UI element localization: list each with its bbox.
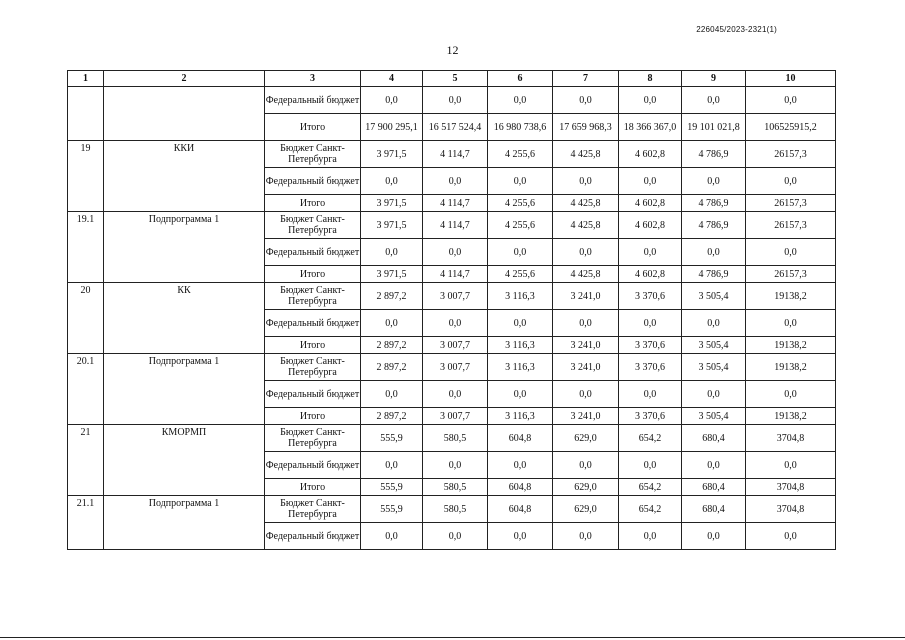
value-cell: 4 786,9 [682, 266, 746, 283]
value-cell: 3 007,7 [423, 283, 488, 310]
value-cell: 3 370,6 [619, 408, 682, 425]
row-number-cell: 21 [68, 425, 104, 496]
source-cell: Федеральный бюджет [265, 87, 361, 114]
value-cell: 4 602,8 [619, 195, 682, 212]
value-cell: 580,5 [423, 496, 488, 523]
value-cell: 3 505,4 [682, 408, 746, 425]
table-row [68, 496, 836, 523]
value-cell: 0,0 [619, 523, 682, 550]
value-cell: 0,0 [423, 523, 488, 550]
total-value-cell: 3704,8 [746, 479, 836, 496]
total-value-cell: 19138,2 [746, 337, 836, 354]
source-cell: Бюджет Санкт-Петербурга [265, 425, 361, 452]
value-cell: 4 255,6 [488, 195, 553, 212]
value-cell: 3 971,5 [361, 266, 423, 283]
value-cell: 2 897,2 [361, 337, 423, 354]
header-cell: 9 [682, 71, 746, 87]
source-cell: Федеральный бюджет [265, 452, 361, 479]
source-cell: Итого [265, 479, 361, 496]
value-cell: 4 786,9 [682, 212, 746, 239]
value-cell: 0,0 [553, 452, 619, 479]
total-value-cell: 26157,3 [746, 266, 836, 283]
header-cell: 7 [553, 71, 619, 87]
value-cell: 680,4 [682, 479, 746, 496]
value-cell: 0,0 [488, 452, 553, 479]
source-cell: Федеральный бюджет [265, 168, 361, 195]
total-value-cell: 106525915,2 [746, 114, 836, 141]
value-cell: 0,0 [682, 452, 746, 479]
total-value-cell: 26157,3 [746, 212, 836, 239]
value-cell: 4 425,8 [553, 212, 619, 239]
value-cell: 604,8 [488, 479, 553, 496]
total-value-cell: 3704,8 [746, 496, 836, 523]
value-cell: 3 971,5 [361, 195, 423, 212]
value-cell: 0,0 [361, 239, 423, 266]
value-cell: 4 255,6 [488, 141, 553, 168]
total-value-cell: 26157,3 [746, 141, 836, 168]
header-cell: 8 [619, 71, 682, 87]
total-value-cell: 0,0 [746, 239, 836, 266]
row-number-cell: 20.1 [68, 354, 104, 425]
total-value-cell: 0,0 [746, 87, 836, 114]
value-cell: 0,0 [488, 523, 553, 550]
source-cell: Итого [265, 337, 361, 354]
value-cell: 3 116,3 [488, 283, 553, 310]
value-cell: 654,2 [619, 425, 682, 452]
value-cell: 0,0 [682, 168, 746, 195]
value-cell: 19 101 021,8 [682, 114, 746, 141]
total-value-cell: 0,0 [746, 523, 836, 550]
header-row [68, 71, 836, 87]
budget-table-body [68, 71, 836, 550]
source-cell: Бюджет Санкт-Петербурга [265, 496, 361, 523]
value-cell: 0,0 [488, 310, 553, 337]
value-cell: 4 425,8 [553, 266, 619, 283]
value-cell: 18 366 367,0 [619, 114, 682, 141]
value-cell: 0,0 [361, 381, 423, 408]
value-cell: 4 114,7 [423, 141, 488, 168]
header-cell: 6 [488, 71, 553, 87]
value-cell: 654,2 [619, 496, 682, 523]
row-name-cell: КМОРМП [104, 425, 265, 496]
value-cell: 0,0 [488, 87, 553, 114]
value-cell: 3 505,4 [682, 354, 746, 381]
source-cell: Федеральный бюджет [265, 310, 361, 337]
row-number-cell: 19.1 [68, 212, 104, 283]
value-cell: 3 505,4 [682, 283, 746, 310]
source-cell: Бюджет Санкт-Петербурга [265, 283, 361, 310]
header-cell: 4 [361, 71, 423, 87]
table-row [68, 87, 836, 114]
value-cell: 4 602,8 [619, 212, 682, 239]
row-number-cell: 19 [68, 141, 104, 212]
value-cell: 0,0 [553, 239, 619, 266]
value-cell: 0,0 [682, 239, 746, 266]
budget-table [67, 70, 836, 550]
source-cell: Итого [265, 114, 361, 141]
value-cell: 0,0 [553, 381, 619, 408]
scan-edge-line [0, 637, 905, 638]
page-number: 12 [446, 43, 459, 57]
value-cell: 0,0 [361, 523, 423, 550]
value-cell: 17 659 968,3 [553, 114, 619, 141]
value-cell: 3 007,7 [423, 408, 488, 425]
total-value-cell: 0,0 [746, 452, 836, 479]
header-cell: 10 [746, 71, 836, 87]
value-cell: 0,0 [553, 523, 619, 550]
value-cell: 3 241,0 [553, 283, 619, 310]
row-name-cell: ККИ [104, 141, 265, 212]
row-name-cell: Подпрограмма 1 [104, 212, 265, 283]
value-cell: 4 602,8 [619, 266, 682, 283]
value-cell: 0,0 [682, 523, 746, 550]
row-name-cell: Подпрограмма 1 [104, 354, 265, 425]
value-cell: 0,0 [553, 87, 619, 114]
value-cell: 16 517 524,4 [423, 114, 488, 141]
value-cell: 0,0 [423, 452, 488, 479]
source-cell: Итого [265, 408, 361, 425]
value-cell: 0,0 [619, 310, 682, 337]
row-name-cell: Подпрограмма 1 [104, 496, 265, 550]
header-cell: 5 [423, 71, 488, 87]
row-name-cell [104, 87, 265, 141]
row-number-cell: 20 [68, 283, 104, 354]
value-cell: 0,0 [488, 381, 553, 408]
source-cell: Бюджет Санкт-Петербурга [265, 354, 361, 381]
value-cell: 629,0 [553, 496, 619, 523]
value-cell: 4 255,6 [488, 266, 553, 283]
value-cell: 17 900 295,1 [361, 114, 423, 141]
total-value-cell: 19138,2 [746, 283, 836, 310]
value-cell: 0,0 [361, 452, 423, 479]
value-cell: 4 786,9 [682, 141, 746, 168]
table-row [68, 354, 836, 381]
value-cell: 580,5 [423, 425, 488, 452]
value-cell: 4 255,6 [488, 212, 553, 239]
value-cell: 3 370,6 [619, 354, 682, 381]
total-value-cell: 3704,8 [746, 425, 836, 452]
value-cell: 4 114,7 [423, 195, 488, 212]
value-cell: 0,0 [682, 87, 746, 114]
value-cell: 555,9 [361, 425, 423, 452]
source-cell: Итого [265, 195, 361, 212]
value-cell: 0,0 [361, 168, 423, 195]
value-cell: 4 602,8 [619, 141, 682, 168]
table-row [68, 141, 836, 168]
value-cell: 654,2 [619, 479, 682, 496]
value-cell: 0,0 [682, 381, 746, 408]
value-cell: 3 971,5 [361, 141, 423, 168]
total-value-cell: 19138,2 [746, 354, 836, 381]
source-cell: Федеральный бюджет [265, 523, 361, 550]
value-cell: 629,0 [553, 479, 619, 496]
value-cell: 604,8 [488, 496, 553, 523]
source-cell: Федеральный бюджет [265, 381, 361, 408]
row-number-cell [68, 87, 104, 141]
value-cell: 4 114,7 [423, 266, 488, 283]
value-cell: 3 971,5 [361, 212, 423, 239]
row-name-cell: КК [104, 283, 265, 354]
value-cell: 3 241,0 [553, 337, 619, 354]
value-cell: 2 897,2 [361, 354, 423, 381]
value-cell: 0,0 [619, 87, 682, 114]
value-cell: 3 241,0 [553, 354, 619, 381]
value-cell: 580,5 [423, 479, 488, 496]
value-cell: 3 007,7 [423, 337, 488, 354]
table-row [68, 283, 836, 310]
value-cell: 0,0 [619, 452, 682, 479]
source-cell: Бюджет Санкт-Петербурга [265, 141, 361, 168]
value-cell: 3 370,6 [619, 283, 682, 310]
value-cell: 2 897,2 [361, 283, 423, 310]
value-cell: 4 425,8 [553, 141, 619, 168]
header-cell: 1 [68, 71, 104, 87]
value-cell: 0,0 [682, 310, 746, 337]
total-value-cell: 0,0 [746, 381, 836, 408]
value-cell: 3 007,7 [423, 354, 488, 381]
value-cell: 3 116,3 [488, 354, 553, 381]
value-cell: 3 505,4 [682, 337, 746, 354]
total-value-cell: 19138,2 [746, 408, 836, 425]
header-cell: 3 [265, 71, 361, 87]
value-cell: 0,0 [619, 168, 682, 195]
value-cell: 555,9 [361, 496, 423, 523]
source-cell: Федеральный бюджет [265, 239, 361, 266]
value-cell: 0,0 [361, 87, 423, 114]
value-cell: 555,9 [361, 479, 423, 496]
source-cell: Бюджет Санкт-Петербурга [265, 212, 361, 239]
value-cell: 0,0 [553, 310, 619, 337]
value-cell: 2 897,2 [361, 408, 423, 425]
value-cell: 16 980 738,6 [488, 114, 553, 141]
document-id: 226045/2023-2321(1) [696, 25, 777, 34]
value-cell: 0,0 [488, 168, 553, 195]
value-cell: 0,0 [423, 381, 488, 408]
header-cell: 2 [104, 71, 265, 87]
value-cell: 0,0 [423, 310, 488, 337]
value-cell: 0,0 [423, 239, 488, 266]
value-cell: 0,0 [361, 310, 423, 337]
table-row [68, 212, 836, 239]
total-value-cell: 0,0 [746, 168, 836, 195]
value-cell: 680,4 [682, 496, 746, 523]
row-number-cell: 21.1 [68, 496, 104, 550]
value-cell: 4 786,9 [682, 195, 746, 212]
total-value-cell: 0,0 [746, 310, 836, 337]
value-cell: 3 241,0 [553, 408, 619, 425]
value-cell: 0,0 [488, 239, 553, 266]
value-cell: 680,4 [682, 425, 746, 452]
total-value-cell: 26157,3 [746, 195, 836, 212]
value-cell: 4 114,7 [423, 212, 488, 239]
table-row [68, 425, 836, 452]
value-cell: 0,0 [619, 239, 682, 266]
value-cell: 3 116,3 [488, 337, 553, 354]
value-cell: 604,8 [488, 425, 553, 452]
source-cell: Итого [265, 266, 361, 283]
value-cell: 629,0 [553, 425, 619, 452]
value-cell: 4 425,8 [553, 195, 619, 212]
value-cell: 0,0 [423, 87, 488, 114]
value-cell: 0,0 [553, 168, 619, 195]
value-cell: 0,0 [423, 168, 488, 195]
value-cell: 3 116,3 [488, 408, 553, 425]
value-cell: 0,0 [619, 381, 682, 408]
value-cell: 3 370,6 [619, 337, 682, 354]
